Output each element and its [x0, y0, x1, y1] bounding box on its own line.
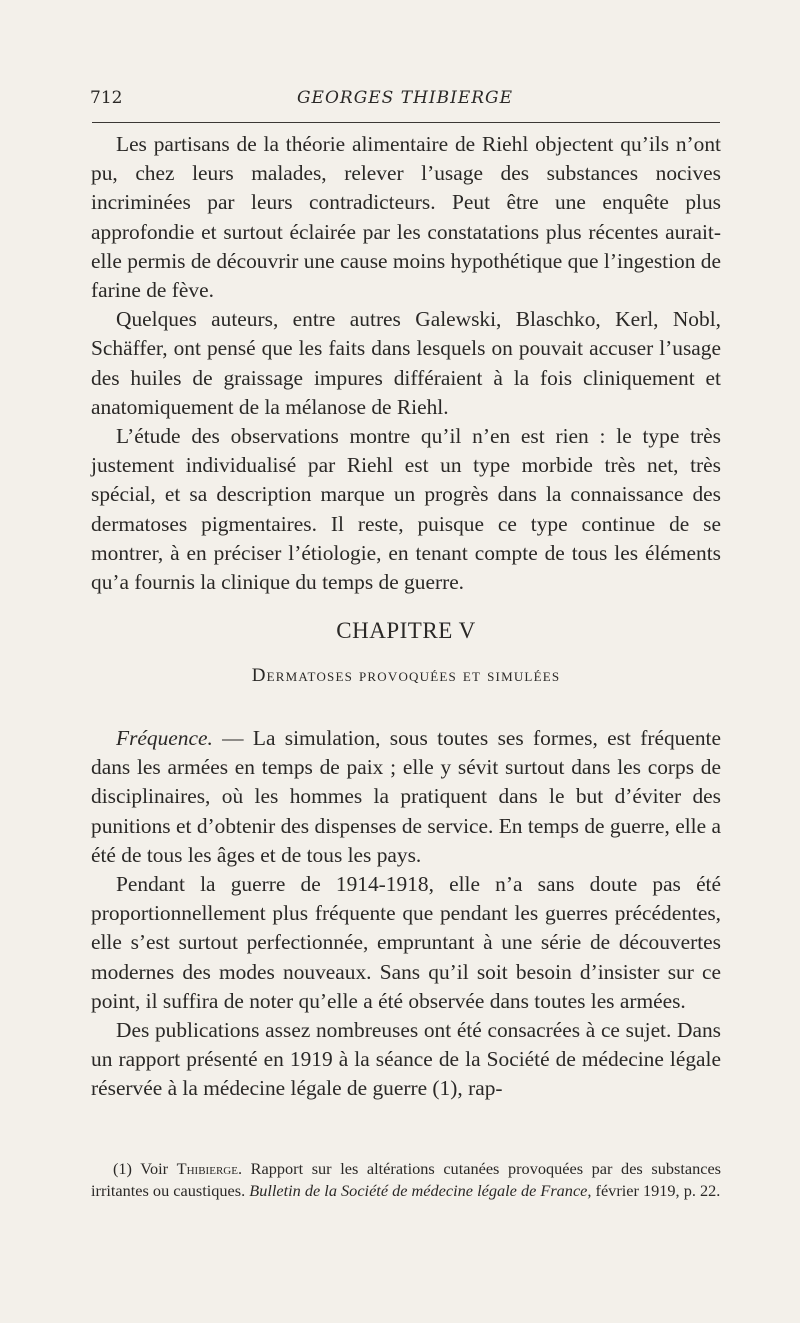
footnote [91, 1158, 721, 1201]
paragraph: Des publications assez nombreuses ont été consacrées à ce sujet. Dans un rapport présenté en 1919 à la séance de la Société de médecine légale réservée à la médecine légale de guerre (1), rap- [91, 1018, 721, 1101]
page-number: 712 [90, 88, 123, 108]
chapter-subtitle: Dermatoses provoquées et simulées [251, 665, 561, 686]
footnote-marker: (1) Voir [113, 1159, 177, 1178]
running-title: GEORGES THIBIERGE [296, 88, 514, 108]
footnote-journal: Bulletin de la Société de médecine légale de France, [249, 1180, 592, 1200]
header-rule [92, 122, 720, 123]
chapter-title: CHAPITRE V [336, 618, 476, 643]
paragraph: L’étude des observations montre qu’il n’en est rien : le type très justement individualisé par Riehl est un type morbide très net, très spécial, et sa description marque un progrès dans la connaissance des dermatoses pigmentaires. Il reste, puisque ce type continue de se montrer, à en préciser l’étiologie, en tenant compte de tous les éléments qu’a fournis la clinique du temps de guerre. [91, 424, 721, 595]
footnote-body: . Rapport sur les altérations cutanées provoquées par des substances irritantes ou caustiques. [91, 1159, 722, 1200]
intro-text [91, 130, 721, 597]
section-text [91, 724, 721, 1104]
paragraph: Pendant la guerre de 1914-1918, elle n’a sans doute pas été proportionnellement plus fréquente que pendant les guerres précédentes, elle s’est surtout perfectionnée, empruntant à une série de découvertes modernes des modes nouveaux. Sans qu’il soit besoin d’insister sur ce point, il suffira de noter qu’elle a été observée dans toutes les armées. [91, 872, 721, 1013]
section-lead: Fréquence. [116, 726, 213, 750]
footnote-author: Thibierge [176, 1159, 238, 1178]
paragraph: Les partisans de la théorie alimentaire de Riehl objectent qu’ils n’ont pu, chez leurs malades, relever l’usage des substances nocives incriminées par leurs contradicteurs. Peut être une enquête plus approfondie et surtout éclairée par les constatations plus récentes aurait-elle permis de découvrir une cause moins hypothétique que l’ingestion de farine de fève. [91, 132, 721, 303]
paragraph: Quelques auteurs, entre autres Galewski, Blaschko, Kerl, Nobl, Schäffer, ont pensé que les faits dans lesquels on pouvait accuser l’usage des huiles de graissage impures différaient à la fois cliniquement et anatomiquement de la mélanose de Riehl. [91, 307, 721, 419]
footnote-text [91, 1158, 721, 1201]
paragraph-text: — La simulation, sous toutes ses formes, est fréquente dans les armées en temps de paix ; elle y sévit surtout dans les corps de disciplinaires, où les hommes la pratiquent dans le but d’éviter des punitions et d’obtenir des dispenses de service. En temps de guerre, elle a été de tous les âges et de tous les pays. [91, 726, 721, 867]
paragraph [91, 724, 721, 870]
running-head [90, 84, 720, 114]
footnote-date: février 1919, p. 22. [591, 1180, 721, 1200]
